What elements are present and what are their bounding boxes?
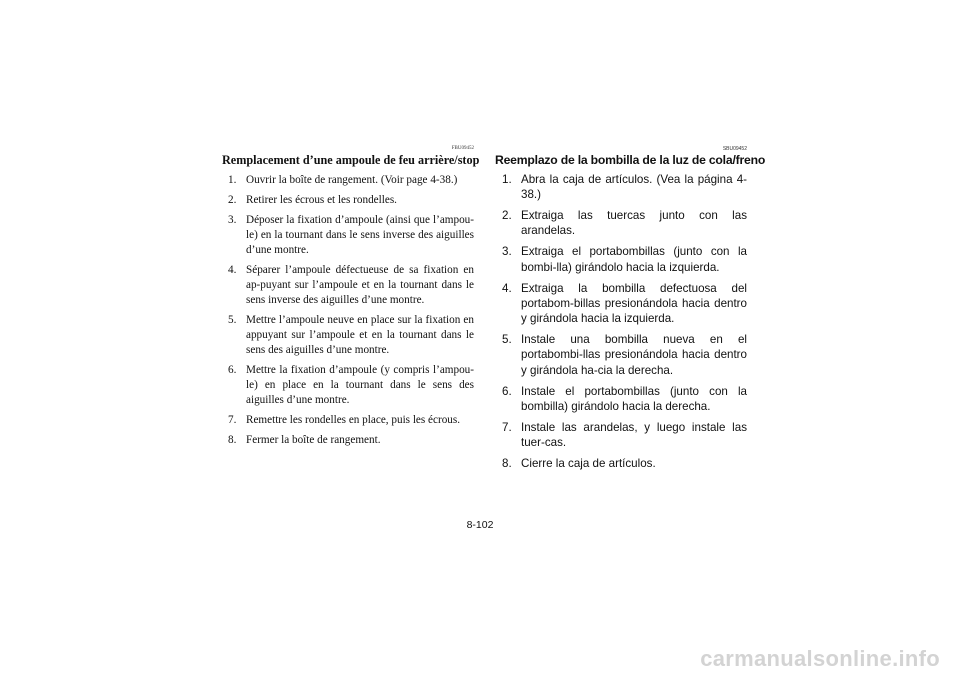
step-text: Extraiga las tuercas junto con las arandelas. <box>521 209 747 238</box>
list-item <box>495 281 747 327</box>
step-number: 4. <box>228 264 237 276</box>
list-item <box>495 420 747 451</box>
step-number: 8. <box>502 456 512 470</box>
step-number: 4. <box>502 281 512 295</box>
step-text: Mettre l’ampoule neuve en place sur la fixation en appuyant sur l’ampoule et en la tournant dans le sens des aiguilles d’une montre. <box>246 314 474 356</box>
step-text: Ouvrir la boîte de rangement. (Voir page 4-38.) <box>246 174 458 186</box>
step-text: Instale una bombilla nueva en el portabombi-llas presionándola hacia dentro y girándola ha-cia la derecha. <box>521 333 747 377</box>
list-item <box>222 413 474 428</box>
list-item <box>495 172 747 203</box>
section-code: FBU09452 <box>451 146 474 151</box>
step-number: 8. <box>228 434 237 446</box>
step-text: Séparer l’ampoule défectueuse de sa fixation en ap-puyant sur l’ampoule et en la tournant dans le sens inverse des aiguilles d’une montre. <box>246 264 474 306</box>
step-text: Abra la caja de artículos. (Vea la página 4-38.) <box>521 173 747 202</box>
step-text: Déposer la fixation d’ampoule (ainsi que l’ampou-le) en la tournant dans le sens inverse des aiguilles d’une montre. <box>246 214 474 256</box>
list-item <box>495 456 747 471</box>
step-number: 7. <box>502 420 512 434</box>
list-item <box>222 173 474 188</box>
list-item <box>222 433 474 448</box>
page-number: 8-102 <box>466 519 494 531</box>
list-item <box>495 244 747 275</box>
list-item <box>222 313 474 358</box>
step-number: 6. <box>228 364 237 376</box>
step-number: 3. <box>228 214 237 226</box>
step-text: Instale el portabombillas (junto con la bombilla) girándolo hacia la derecha. <box>521 384 747 413</box>
step-number: 2. <box>502 209 512 223</box>
step-text: Extraiga la bombilla defectuosa del portabom-billas presionándola hacia dentro y girándola hacia la izquierda. <box>521 281 747 326</box>
step-number: 3. <box>502 245 512 259</box>
step-number: 5. <box>502 333 512 347</box>
list-item <box>222 213 474 258</box>
step-number: 1. <box>228 174 237 186</box>
section-title: Remplacement d’une ampoule de feu arrière/stop <box>222 153 480 167</box>
list-item <box>222 263 474 308</box>
step-text: Remettre les rondelles en place, puis les écrous. <box>246 414 461 426</box>
list-item <box>495 208 747 239</box>
step-number: 5. <box>228 314 237 326</box>
step-text: Mettre la fixation d’ampoule (y compris l’ampou-le) en place en la tournant dans le sens des aiguilles d’une montre. <box>246 364 474 406</box>
watermark: carmanualsonline.info <box>700 646 940 671</box>
list-item <box>495 332 747 378</box>
steps-list <box>222 173 474 453</box>
step-number: 7. <box>228 414 237 426</box>
steps-list <box>495 172 747 477</box>
step-text: Fermer la boîte de rangement. <box>246 434 381 446</box>
step-number: 6. <box>502 384 512 398</box>
list-item <box>222 193 474 208</box>
section-title: Reemplazo de la bombilla de la luz de cola/freno <box>495 153 766 167</box>
step-text: Retirer les écrous et les rondelles. <box>246 194 397 206</box>
list-item <box>222 363 474 408</box>
step-number: 2. <box>228 194 237 206</box>
step-text: Instale las arandelas, y luego instale las tuer-cas. <box>521 420 747 450</box>
step-text: Extraiga el portabombillas (junto con la bombi-lla) girándolo hacia la izquierda. <box>521 245 747 274</box>
step-text: Cierre la caja de artículos. <box>521 456 656 470</box>
section-code: SBU09452 <box>722 146 747 152</box>
step-number: 1. <box>502 173 512 186</box>
list-item <box>495 384 747 415</box>
